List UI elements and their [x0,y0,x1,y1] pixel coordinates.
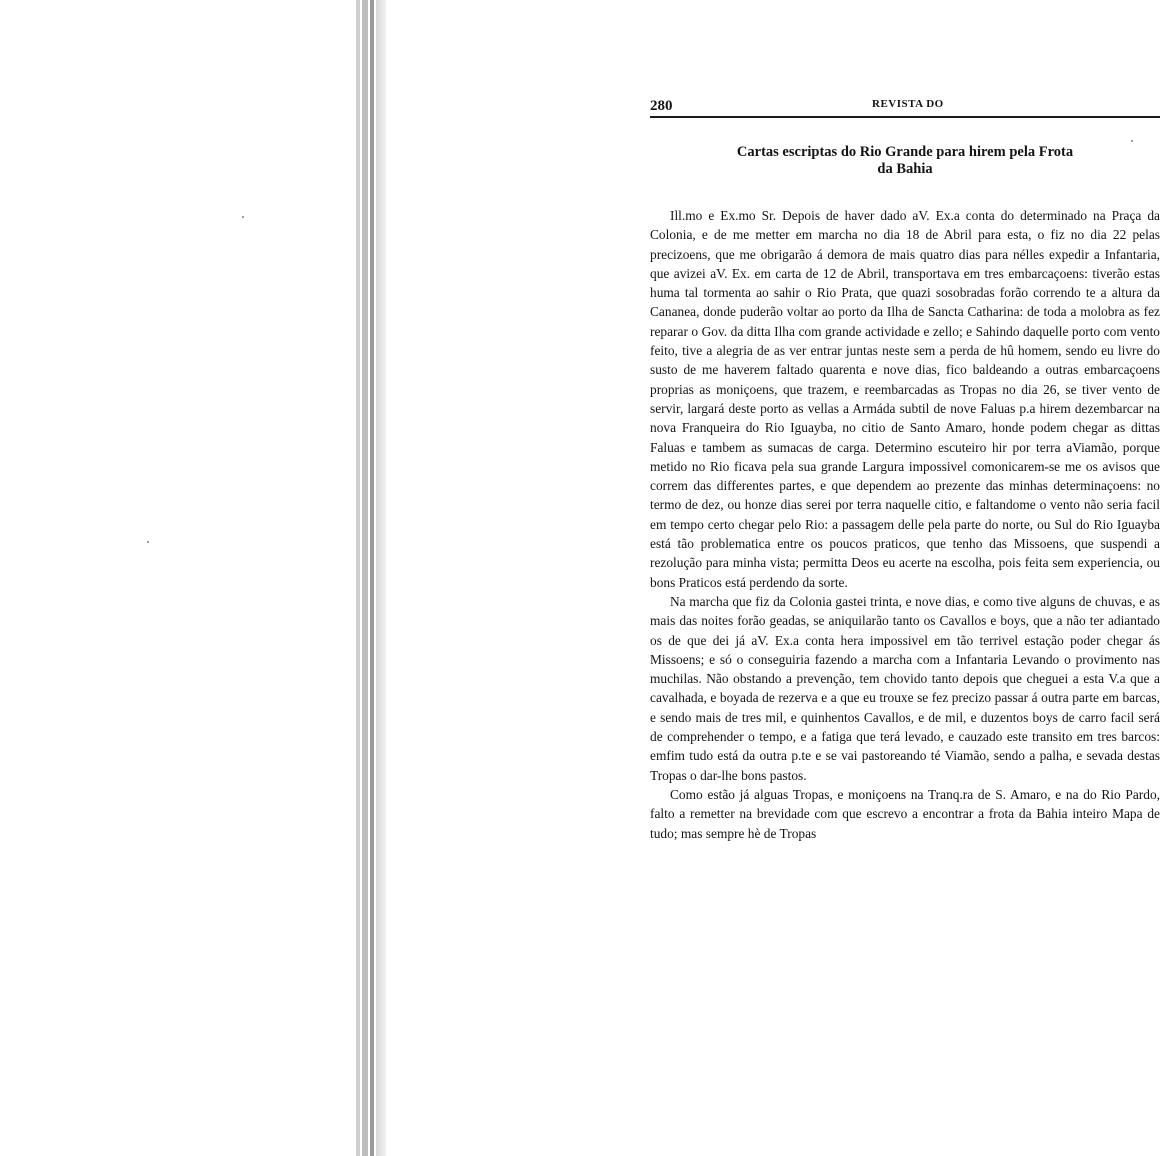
section-title [650,144,1160,178]
section-title-line: da Bahia [877,161,933,177]
scan-speck [1131,140,1133,142]
letter-body [650,206,1160,843]
binding-shadow [362,0,368,1156]
header-rule [650,116,1160,118]
scan-speck [242,216,244,218]
paragraph: Na marcha que fiz da Colonia gastei trinta, e nove dias, e como tive alguns de chuvas, e as mais das noites forão geadas, se aniquilarão tanto os Cavallos e boys, que a não ter adiantado os de que dei já aV. Ex.a conta hera impossivel em tão terrivel estação poder chegar ás Missoens; e só o conseguiria fazendo a marcha com a Infantaria Levando o provimento nas muchilas. Não obstando a prevenção, tem chovido tanto depois que cheguei a esta V.a que a cavalhada, e boyada de rezerva e a que eu trouxe se fez precizo passar á outra parte em barcas, e sendo mais de tres mil, e quinhentos Cavallos, e de mil, e duzentos boys de carro facil será de comprehender o tempo, e a fatiga que terá levado, e cauzado este transito em tres barcos: emfim tudo está da outra p.te e se vai pastoreando té Viamão, sendo a palha, e sevada destas Tropas o dar-lhe bons pastos. [650,593,1160,783]
page-number: 280 [650,98,673,114]
paragraph: Como estão já alguas Tropas, e moniçoens na Tranq.ra de S. Amaro, e na do Rio Pardo, falto a remetter na brevidade com que escrevo a encontrar a frota da Bahia inteiro Mapa de tudo; mas sempre hè de Tropas [650,786,1160,841]
binding-shadow [356,0,360,1156]
section-title-line: Cartas escriptas do Rio Grande para hirem pela Frota [736,144,1074,160]
binding-shadow [370,0,374,1156]
scan-speck [147,541,149,543]
running-title: REVISTA DO [872,98,944,110]
paragraph: Ill.mo e Ex.mo Sr. Depois de haver dado aV. Ex.a conta do determinado na Praça da Colonia, e de me metter em marcha no dia 18 de Abril para esta, o fiz no dia 22 pelas precizoens, que me obrigarão á demora de mais quatro dias para nélles expedir a Infantaria, que avizei aV. Ex. em carta de 12 de Abril, transportava em tres embarcaçoens: tiverão estas huma tal tormenta ao sahir o Rio Prata, que quazi sosobradas forão correndo te a altura da Cananea, donde puderão voltar ao porto da Ilha de Sancta Catharina: de toda a molobra as fez reparar o Gov. da ditta Ilha com grande actividade e zello; e Sahindo daquelle porto com vento feito, tive a alegria de as ver entrar juntas neste sem a perda de hû homem, sendo eu livre do susto de me haverem faltado quarenta e nove dias, fico baldeando a outras embarcaçoens proprias as moniçoens, que trazem, e reembarcadas as Tropas no dia 26, se tiver vento de servir, largará deste porto as vellas a Armáda subtil de nove Faluas p.a hirem dezembarcar na nova Franqueira do Rio Iguayba, no citio de Santo Amaro, honde podem chegar as dittas Faluas e tambem as sumacas de carga. Determino escuteiro hir por terra aViamão, porque metido no Rio ficava pela sua grande Largura impossivel comonicarem-se me os avisos que correm das differentes partes, e que dependem ao prezente das minhas determinaçoens: no termo de dez, ou honze dias serei por terra naquelle citio, e faltandome o vento não seria facil em tempo certo chegar pelo Rio: a passagem delle pela parte do norte, ou Sul do Rio Iguayba está tão problematica entre os poucos praticos, que tenho das Missoens, que suspendi a rezolução para minha vista; permitta Deos eu acerte na escolha, pois feita sem experiencia, ou bons Praticos está perdendo da sorte. [650,208,1160,590]
binding-shadow [376,0,386,1156]
running-head [650,96,1160,118]
